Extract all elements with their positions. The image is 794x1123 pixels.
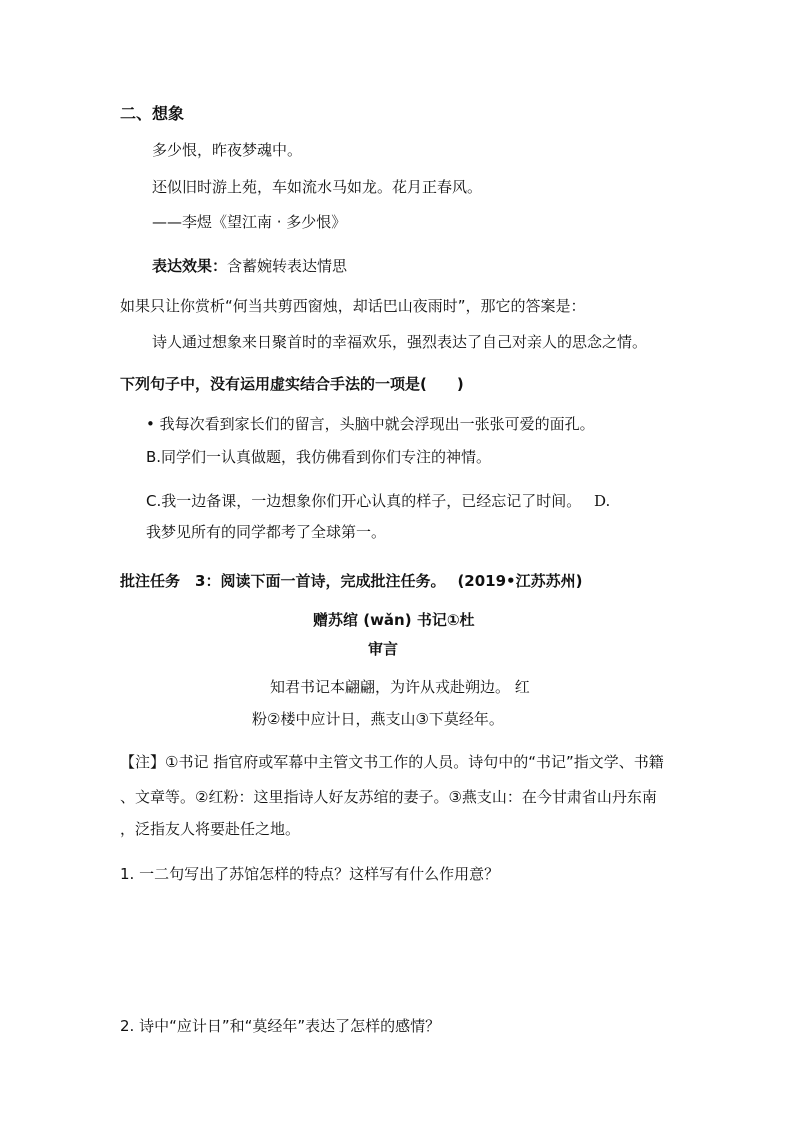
- effect-line: [152, 256, 347, 276]
- note-line: 、文章等。②红粉：这里指诗人好友苏绾的妻子。③燕支山：在今甘肃省山丹东南: [120, 788, 657, 806]
- poem-attribution: ——李煜《望江南 · 多少恨》: [152, 213, 347, 231]
- effect-text: 含蓄婉转表达情思: [227, 257, 348, 275]
- task-title: [120, 571, 583, 591]
- poem-author: 审言: [368, 640, 399, 658]
- poem-line: 粉②楼中应计日，燕支山③下莫经年。: [252, 710, 504, 728]
- question-stem: 下列句子中，没有运用虚实结合手法的一项是( ): [120, 375, 464, 393]
- note-line: ，泛指友人将要赴任之地。: [120, 820, 301, 838]
- question-2: 2. 诗中“应计日”和“莫经年”表达了怎样的感情？: [120, 1017, 441, 1035]
- option-d-text: 我梦见所有的同学都考了全球第一。: [146, 523, 387, 541]
- question-1: 1. 一二句写出了苏馆怎样的特点？这样写有什么作用意？: [120, 865, 500, 883]
- poem-line: 还似旧时游上苑，车如流水马如龙。花月正春风。: [152, 178, 483, 196]
- task-source: (2019•江苏苏州): [457, 572, 583, 590]
- option-d-label: D.: [594, 492, 611, 510]
- analysis-answer: 诗人通过想象来日聚首时的幸福欢乐，强烈表达了自己对亲人的思念之情。: [152, 333, 648, 351]
- analysis-prompt: 如果只让你赏析“何当共剪西窗烛，却话巴山夜雨时”，那它的答案是：: [120, 297, 586, 315]
- task-title-text: 批注任务 3：阅读下面一首诗，完成批注任务。: [120, 572, 446, 590]
- option-a: • 我每次看到家长们的留言，头脑中就会浮现出一张张可爱的面孔。: [146, 415, 595, 433]
- note-line: 【注】①书记 指官府或军幕中主管文书工作的人员。诗句中的“书记”指文学、书籍: [120, 753, 664, 771]
- option-b: B.同学们一认真做题，我仿佛看到你们专注的神情。: [146, 448, 492, 466]
- section-title: 二、想象: [120, 104, 185, 123]
- effect-label: 表达效果：: [152, 257, 228, 275]
- poem-line: 多少恨，昨夜梦魂中。: [152, 141, 303, 159]
- poem-title: 赠苏绾 (wǎn) 书记①杜: [313, 611, 475, 629]
- poem-line: 知君书记本翩翩，为许从戎赴朔边。 红: [270, 678, 530, 696]
- option-c: C.我一边备课，一边想象你们开心认真的样子，已经忘记了时间。: [146, 492, 582, 510]
